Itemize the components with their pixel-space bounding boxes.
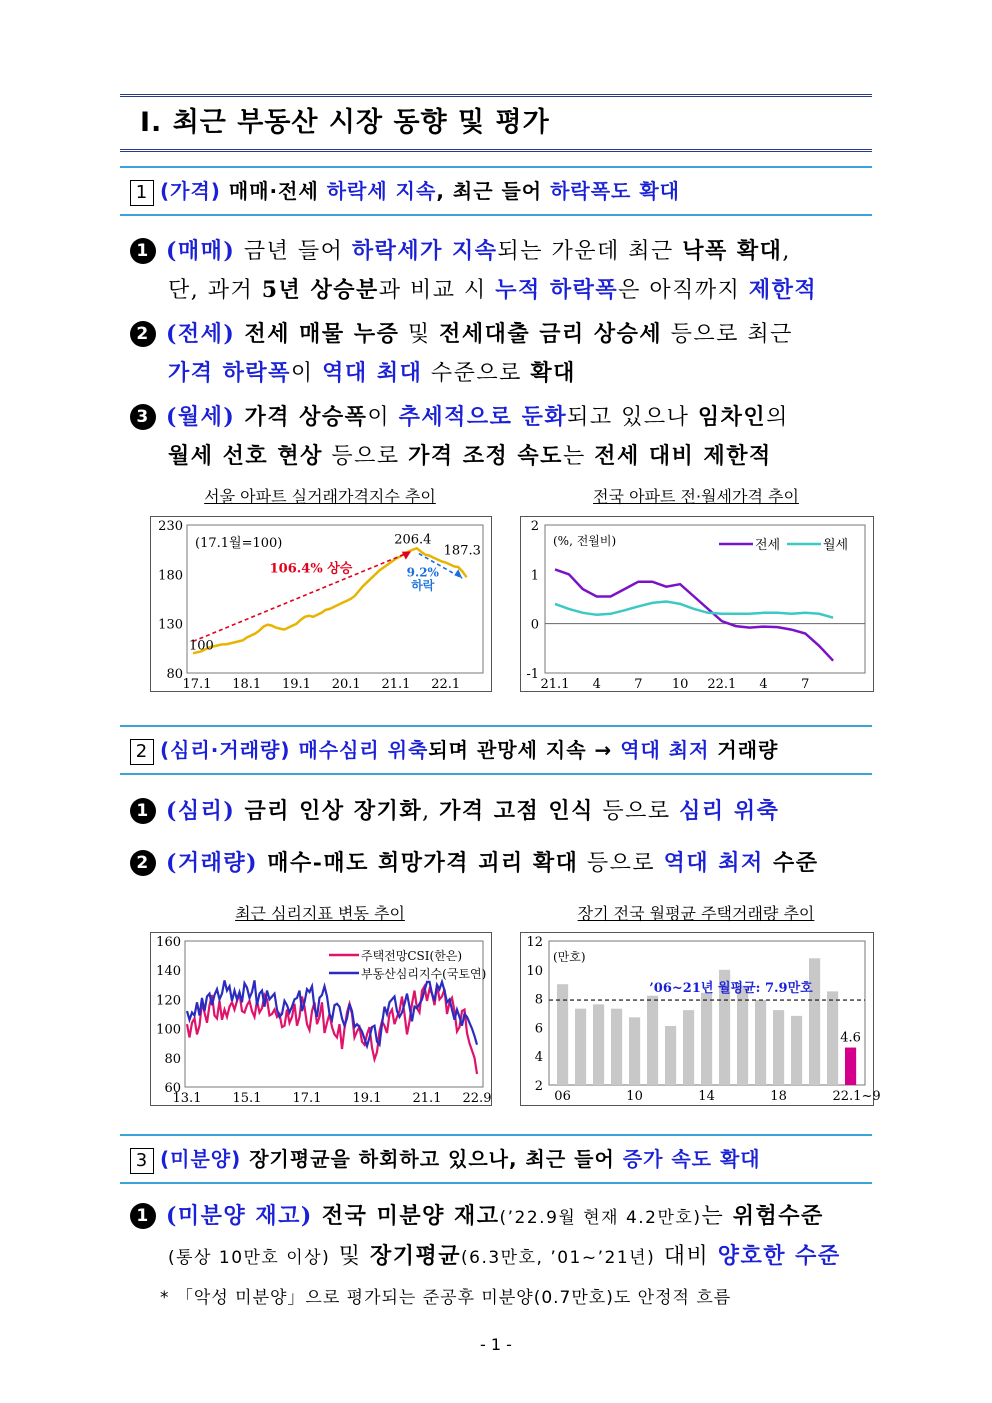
fall-label-2: 하락: [411, 578, 435, 593]
x-tick-label: 21.1: [540, 677, 570, 692]
bullet-text: 전세 대비 제한적: [594, 443, 772, 469]
legend-label: 주택전망CSI(한은): [361, 949, 463, 963]
bullet-text: 가격 고점 인식: [439, 798, 594, 824]
section-highlight: 하락세 지속: [326, 179, 437, 203]
x-tick-label: 06: [554, 1089, 571, 1104]
bar-22.1~9: [845, 1048, 856, 1085]
bullet-highlight: 추세적으로 둔화: [398, 404, 568, 430]
bullet-text: 의: [766, 405, 789, 430]
bullet-text: 및: [399, 322, 440, 347]
y-tick-label: 2: [530, 519, 539, 534]
chart-2-title: 전국 아파트 전·월세가격 추이: [593, 487, 799, 506]
s1-bullet-3: [130, 398, 880, 476]
volume-chart: [520, 932, 881, 1106]
x-tick-label: 19.1: [282, 677, 311, 692]
bullet-text: 전세대출 금리 상승세: [439, 321, 663, 347]
x-tick-label: 22.1: [707, 677, 737, 692]
bullet-text: 금리 인상 장기화: [235, 798, 423, 824]
bullet-highlight: 심리 위축: [679, 798, 780, 824]
bullet-note: (6.3만호, ’01~’21년): [461, 1248, 656, 1268]
footnote: * 「악성 미분양」으로 평가되는 준공후 미분양(0.7만호)도 안정적 흐름: [160, 1288, 732, 1308]
x-tick-label: 15.1: [232, 1091, 262, 1106]
section-highlight: 매수심리 위축: [298, 738, 429, 762]
fall-label: 9.2%: [406, 565, 439, 580]
sentiment-chart: [150, 932, 492, 1106]
bar-07: [575, 1009, 586, 1085]
seoul-index-chart: [150, 516, 492, 692]
x-tick-label: 14: [698, 1089, 715, 1104]
y-tick-label: 80: [164, 1051, 181, 1067]
bullet-highlight: 누적 하락폭: [495, 277, 619, 303]
bullet-mark: 1: [130, 798, 156, 824]
bullet-text: 단, 과거: [168, 278, 262, 303]
section-1-heading: [130, 175, 680, 206]
y-tick-label: 160: [156, 935, 181, 950]
bullet-text: 가격 상승폭: [235, 404, 368, 430]
bullet-text: 등으로: [578, 851, 664, 876]
bullet-highlight: 양호한 수준: [717, 1243, 841, 1269]
y-tick-label: 100: [156, 1022, 181, 1038]
section-number: 1: [130, 180, 154, 206]
y-tick-label: 120: [156, 993, 181, 1009]
bullet-label: (월세): [166, 404, 236, 430]
x-tick-label: 22.1~9: [832, 1089, 881, 1104]
section-label: (심리·거래량): [160, 738, 291, 762]
bullet-mark: 3: [130, 404, 156, 430]
legend-label: 월세: [823, 538, 849, 553]
rise-label: 106.4% 상승: [269, 561, 353, 577]
s3-bullet-1: [130, 1197, 880, 1277]
bullet-text: 가격 조정 속도: [408, 443, 563, 469]
chart-note: (%, 전월비): [553, 534, 617, 548]
y-tick-label: 8: [534, 992, 543, 1008]
rent-chart: [520, 516, 874, 692]
bar-14: [701, 993, 712, 1085]
bullet-text: 위험수준: [732, 1203, 824, 1229]
bullet-highlight: 역대 최대: [322, 360, 423, 386]
x-tick-label: 20.1: [331, 677, 361, 692]
bullet-highlight: 하락세가 지속: [351, 238, 498, 264]
rent-svg: [521, 517, 873, 691]
x-tick-label: 7: [634, 677, 643, 692]
latest-label: 187.3: [443, 543, 481, 559]
bullet-label: (거래량): [166, 850, 259, 876]
x-tick-label: 18.1: [232, 677, 262, 692]
legend-label: 부동산심리지수(국토연): [361, 967, 487, 981]
x-tick-label: 4: [592, 677, 601, 692]
bar-12: [665, 1026, 676, 1085]
bullet-text: 전세 매물 누증: [235, 321, 400, 347]
section-text: , 최근 들어: [436, 179, 551, 203]
bullet-text: 수준: [763, 850, 819, 876]
section-highlight: 증가 속도 확대: [622, 1147, 761, 1171]
sentiment-svg: [151, 933, 491, 1105]
y-tick-label: 1: [530, 568, 539, 584]
bullet-text: 는: [562, 444, 595, 469]
chart-4-title: 장기 전국 월평균 주택거래량 추이: [577, 904, 815, 923]
y-tick-label: 140: [156, 964, 181, 980]
bullet-text: 낙폭 확대: [682, 238, 783, 264]
x-tick-label: 21.1: [412, 1091, 442, 1106]
bullet-text: 되는 가운데 최근: [497, 239, 683, 264]
s2-bullet-2: [130, 844, 880, 883]
peak-label: 206.4: [394, 532, 432, 548]
section-text: 되며 관망세 지속 →: [428, 738, 621, 762]
bar-06: [557, 984, 568, 1085]
bullet-text: 월세 선호 현상: [168, 443, 323, 469]
bullet-label: (전세): [166, 321, 236, 347]
y-tick-label: 0: [530, 617, 539, 633]
y-tick-label: 10: [526, 963, 543, 979]
section-number: 2: [130, 739, 154, 765]
bullet-label: (심리): [166, 798, 236, 824]
y-tick-label: 12: [526, 935, 543, 950]
bullet-highlight: 가격 하락폭: [168, 360, 291, 386]
bar-19: [791, 1016, 802, 1085]
bullet-text: 되고 있으나: [567, 405, 698, 430]
section-text: 매매·전세: [220, 179, 327, 203]
bullet-label: (매매): [166, 238, 236, 264]
bullet-text: 과 비교 시: [378, 278, 496, 303]
y-tick-label: 80: [166, 667, 183, 682]
y-tick-label: 230: [158, 519, 183, 534]
x-tick-label: 10: [626, 1089, 643, 1104]
chart-unit: (만호): [553, 950, 586, 964]
section-2-heading: [130, 734, 778, 765]
bullet-note: (통상 10만호 이상): [168, 1248, 331, 1268]
average-label: ’06~21년 월평균: 7.9만호: [649, 981, 813, 997]
page-number: - 1 -: [480, 1335, 512, 1354]
section-highlight: 하락폭도 확대: [550, 179, 680, 203]
x-tick-label: 13.1: [172, 1091, 202, 1106]
bullet-mark: 2: [130, 850, 156, 876]
y-tick-label: -1: [526, 667, 539, 682]
bullet-text: 이: [290, 361, 323, 386]
x-tick-label: 7: [801, 677, 810, 692]
bullet-text: 등으로: [593, 799, 680, 824]
bullet-text: ,: [422, 799, 440, 824]
chart-1-title: 서울 아파트 실거래가격지수 추이: [204, 487, 436, 506]
x-tick-label: 17.1: [182, 677, 212, 692]
legend-label: 전세: [755, 538, 781, 553]
section-3-heading: [130, 1143, 761, 1174]
bar-08: [593, 1004, 604, 1085]
s1-bullet-2: [130, 315, 880, 393]
bullet-text: 장기평균: [370, 1243, 462, 1269]
bullet-text: 임차인: [697, 404, 767, 430]
y-tick-label: 4: [534, 1050, 543, 1066]
x-tick-label: 17.1: [292, 1091, 322, 1106]
bullet-text: 등으로: [322, 444, 409, 469]
x-tick-label: 10: [671, 677, 689, 692]
bar-20: [809, 958, 820, 1085]
y-tick-label: 60: [164, 1081, 181, 1096]
bullet-highlight: 역대 최저: [663, 850, 764, 876]
section-text: 장기평균을 하회하고 있으나, 최근 들어: [241, 1147, 623, 1171]
x-tick-label: 19.1: [352, 1091, 382, 1106]
y-tick-label: 2: [534, 1079, 543, 1094]
y-tick-label: 6: [534, 1021, 543, 1037]
bullet-highlight: 제한적: [748, 277, 818, 303]
x-tick-label: 22.1: [431, 677, 461, 692]
bar-21: [827, 991, 838, 1085]
seoul-index-svg: [151, 517, 491, 691]
bullet-text: 5년 상승분: [261, 277, 379, 303]
latest-label: 4.6: [840, 1030, 861, 1046]
page-title: Ⅰ. 최근 부동산 시장 동향 및 평가: [140, 107, 550, 138]
bullet-text: 등으로 최근: [662, 322, 793, 347]
bullet-text: 매수-매도 희망가격 괴리 확대: [258, 850, 579, 876]
y-tick-label: 130: [158, 617, 183, 633]
volume-svg: [521, 933, 881, 1105]
s1-bullet-1: [130, 232, 880, 310]
series-line-1: [187, 980, 477, 1046]
section-label: (미분양): [160, 1147, 242, 1171]
bar-09: [611, 1009, 622, 1085]
section-number: 3: [130, 1148, 154, 1174]
bullet-text: 은 아직까지: [618, 278, 749, 303]
bullet-text: 확대: [530, 360, 576, 386]
chart-note: (17.1월=100): [195, 536, 283, 551]
section-text: 거래량: [709, 738, 779, 762]
bar-10: [629, 1017, 640, 1085]
bullet-text: 대비: [655, 1244, 718, 1269]
s2-bullet-1: [130, 792, 880, 831]
bullet-text: 는: [701, 1204, 733, 1229]
x-tick-label: 22.9: [462, 1091, 492, 1106]
y-tick-label: 180: [158, 568, 183, 584]
bullet-text: 전국 미분양 재고: [312, 1203, 500, 1229]
bullet-text: 및: [330, 1244, 370, 1269]
bullet-text: 수준으로: [422, 361, 531, 386]
start-label: 100: [189, 638, 214, 654]
bullet-note: (’22.9월 현재 4.2만호): [499, 1208, 702, 1228]
x-tick-label: 4: [759, 677, 768, 692]
series-line-월세: [555, 602, 833, 618]
chart-3-title: 최근 심리지표 변동 추이: [235, 904, 405, 923]
bar-13: [683, 1010, 694, 1085]
bullet-mark: 2: [130, 321, 156, 347]
section-label: (가격): [160, 179, 221, 203]
bar-17: [755, 1000, 766, 1085]
bullet-text: 금년 들어: [235, 239, 352, 264]
bullet-mark: 1: [130, 238, 156, 264]
bullet-label: (미분양 재고): [166, 1203, 313, 1229]
x-tick-label: 21.1: [381, 677, 411, 692]
bar-18: [773, 1010, 784, 1085]
bar-11: [647, 996, 658, 1085]
bullet-text: ,: [782, 239, 791, 264]
section-highlight: 역대 최저: [620, 738, 710, 762]
bullet-text: 이: [367, 405, 399, 430]
x-tick-label: 18: [770, 1089, 787, 1104]
bullet-mark: 1: [130, 1203, 156, 1229]
